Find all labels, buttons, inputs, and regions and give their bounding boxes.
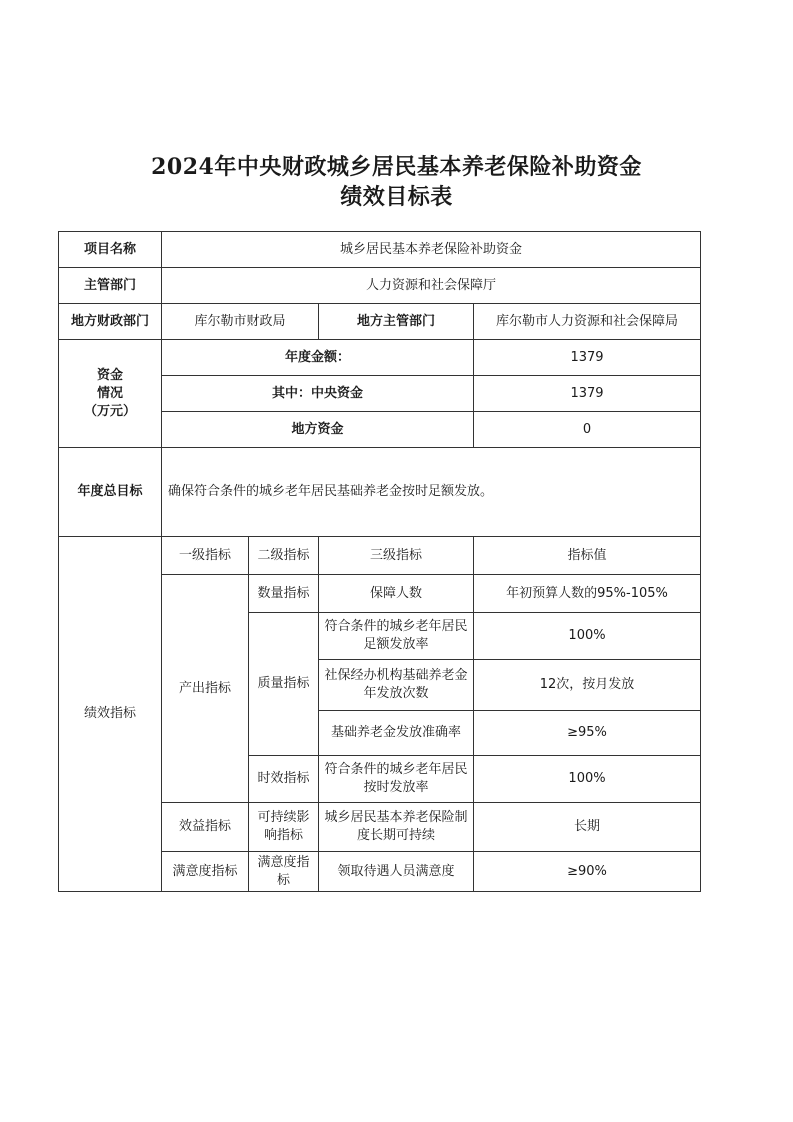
sustain-item: 城乡居民基本养老保险制度长期可持续	[319, 803, 474, 852]
quantity-value: 年初预算人数的95%-105%	[474, 575, 701, 613]
header-level3: 三级指标	[319, 537, 474, 575]
header-level1: 一级指标	[162, 537, 249, 575]
project-name-label: 项目名称	[59, 232, 162, 268]
satisfaction-value: ≥90%	[474, 852, 701, 892]
dept-label: 主管部门	[59, 268, 162, 304]
benefit-indicator: 效益指标	[162, 803, 249, 852]
dept-value: 人力资源和社会保障厅	[162, 268, 701, 304]
quality-item-2: 社保经办机构基础养老金年发放次数	[319, 660, 474, 711]
satisfaction-indicator-2: 满意度指标	[249, 852, 319, 892]
timeliness-item: 符合条件的城乡老年居民按时发放率	[319, 756, 474, 803]
funds-annual-label: 年度金额：	[162, 340, 474, 376]
row-local-depts	[59, 304, 701, 340]
quality-indicator: 质量指标	[249, 613, 319, 756]
funds-local-label: 地方资金	[162, 412, 474, 448]
sustain-indicator: 可持续影响指标	[249, 803, 319, 852]
performance-target-table	[58, 231, 701, 892]
header-level2: 二级指标	[249, 537, 319, 575]
quality-item-1: 符合条件的城乡老年居民足额发放率	[319, 613, 474, 660]
local-dept-value: 库尔勒市人力资源和社会保障局	[474, 304, 701, 340]
timeliness-value: 100%	[474, 756, 701, 803]
row-indicator-headers	[59, 537, 701, 575]
local-finance-label: 地方财政部门	[59, 304, 162, 340]
row-dept	[59, 268, 701, 304]
document-subtitle: 绩效目标表	[340, 184, 453, 210]
funds-label: 资金 情况 （万元）	[59, 340, 162, 448]
quality-value-2: 12次，按月发放	[474, 660, 701, 711]
perf-label: 绩效指标	[59, 537, 162, 892]
sustain-value: 长期	[474, 803, 701, 852]
quality-value-3: ≥95%	[474, 711, 701, 756]
document-title: 2024年中央财政城乡居民基本养老保险补助资金	[151, 154, 642, 180]
header-value: 指标值	[474, 537, 701, 575]
project-name-value: 城乡居民基本养老保险补助资金	[162, 232, 701, 268]
funds-local-value: 0	[474, 412, 701, 448]
satisfaction-item: 领取待遇人员满意度	[319, 852, 474, 892]
goal-label: 年度总目标	[59, 448, 162, 537]
local-finance-value: 库尔勒市财政局	[162, 304, 319, 340]
row-annual-goal	[59, 448, 701, 537]
funds-annual-value: 1379	[474, 340, 701, 376]
funds-central-label: 其中：中央资金	[162, 376, 474, 412]
local-dept-label: 地方主管部门	[319, 304, 474, 340]
satisfaction-indicator: 满意度指标	[162, 852, 249, 892]
timeliness-indicator: 时效指标	[249, 756, 319, 803]
quality-value-1: 100%	[474, 613, 701, 660]
quality-item-3: 基础养老金发放准确率	[319, 711, 474, 756]
funds-central-value: 1379	[474, 376, 701, 412]
goal-value: 确保符合条件的城乡老年居民基础养老金按时足额发放。	[162, 448, 701, 537]
row-funds-annual	[59, 340, 701, 376]
output-indicator: 产出指标	[162, 575, 249, 803]
row-project-name	[59, 232, 701, 268]
quantity-indicator: 数量指标	[249, 575, 319, 613]
quantity-item: 保障人数	[319, 575, 474, 613]
